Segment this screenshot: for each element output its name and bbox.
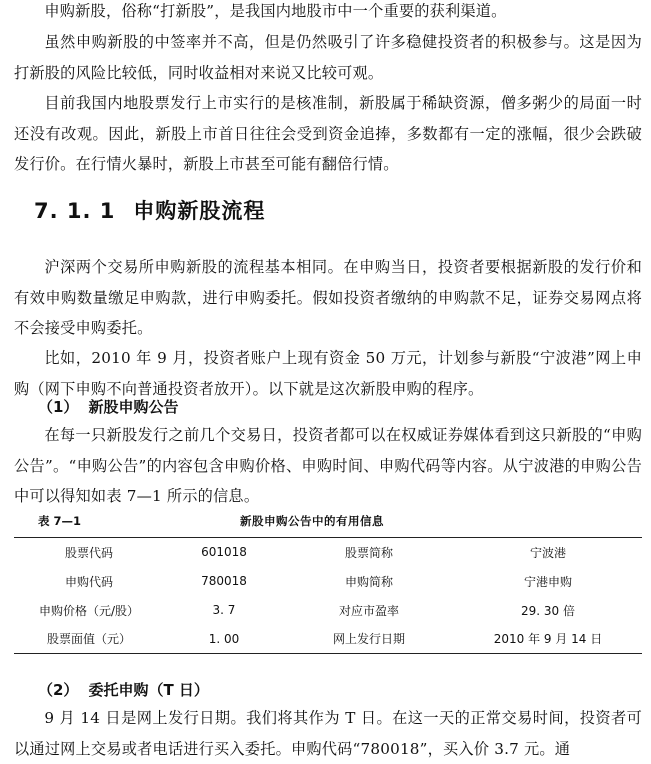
paragraph-process-overview: 沪深两个交易所申购新股的流程基本相同。在申购当日，投资者要根据新股的发行价和有效申购数量缴足申购款，进行申购委托。假如投资者缴纳的申购款不足，证券交易网点将不会接受申购委托。 bbox=[14, 258, 642, 337]
table-cell: 780018 bbox=[201, 574, 247, 588]
subheading-text: 委托申购（T 日） bbox=[88, 681, 209, 699]
table-cell: 3. 7 bbox=[212, 603, 236, 617]
table-cell: 股票简称 bbox=[284, 538, 454, 567]
table-cell: 申购简称 bbox=[344, 574, 393, 589]
table-cell: 29. 30 倍 bbox=[521, 603, 575, 618]
paragraph-example: 比如，2010 年 9 月，投资者账户上现有资金 50 万元，计划参与新股“宁波港”网上申购（网下申购不向普通投资者放开）。以下就是这次新股申购的程序。 bbox=[14, 349, 642, 398]
table-row bbox=[14, 538, 642, 567]
table-cell: 601018 bbox=[164, 538, 284, 567]
table-cell: 对应市盈率 bbox=[338, 603, 399, 618]
subheading-text: 新股申购公告 bbox=[88, 398, 179, 416]
subheading-number: （2） bbox=[38, 681, 79, 699]
paragraph-approval-system: 目前我国内地股票发行上市实行的是核准制，新股属于稀缺资源，僧多粥少的局面一时还没有改观。因此，新股上市首日往往会受到资金追捧，多数都有一定的涨幅，很少会跌破发行价。在行情火暴时，新股上市甚至可能有翻倍行情。 bbox=[14, 94, 642, 173]
table-row bbox=[14, 596, 642, 625]
subheading-number: （1） bbox=[38, 398, 79, 416]
section-heading bbox=[34, 196, 265, 226]
table-cell: 申购价格（元/股） bbox=[38, 603, 140, 618]
table-cell: 2010 年 9 月 14 日 bbox=[454, 625, 642, 654]
table-caption bbox=[38, 511, 618, 531]
paragraph-win-rate: 虽然申购新股的中签率并不高，但是仍然吸引了许多稳健投资者的积极参与。这是因为打新股的风险比较低，同时收益相对来说又比较可观。 bbox=[14, 33, 642, 82]
table-cell: 股票代码 bbox=[14, 538, 164, 567]
paragraph-intro: 申购新股，俗称“打新股”，是我国内地股市中一个重要的获利渠道。 bbox=[44, 2, 507, 20]
table-title: 新股申购公告中的有用信息 bbox=[240, 514, 384, 528]
table-row bbox=[14, 567, 642, 596]
section-title: 申购新股流程 bbox=[133, 199, 266, 223]
paragraph-announcement: 在每一只新股发行之前几个交易日，投资者都可以在权威证券媒体看到这只新股的“申购公告”。“申购公告”的内容包含申购价格、申购时间、申购代码等内容。从宁波港的申购公告中可以得知如表 7—1 所示的信息。 bbox=[14, 426, 642, 505]
subheading-subscription bbox=[38, 677, 209, 703]
subheading-announcement bbox=[38, 394, 178, 420]
table-cell: 股票面值（元） bbox=[14, 625, 164, 654]
ipo-info-table bbox=[14, 537, 642, 654]
section-number: 7. 1. 1 bbox=[34, 199, 116, 223]
table-cell: 宁港申购 bbox=[523, 574, 572, 589]
table-cell: 网上发行日期 bbox=[284, 625, 454, 654]
paragraph-t-day: 9 月 14 日是网上发行日期。我们将其作为 T 日。在这一天的正常交易时间，投资者可以通过网上交易或者电话进行买入委托。申购代码“780018”，买入价 3.7 元。通 bbox=[14, 709, 642, 758]
table-row bbox=[14, 625, 642, 654]
table-cell: 1. 00 bbox=[164, 625, 284, 654]
table-label: 表 7—1 bbox=[38, 514, 82, 528]
table-cell: 申购代码 bbox=[64, 574, 113, 589]
table-cell: 宁波港 bbox=[454, 538, 642, 567]
